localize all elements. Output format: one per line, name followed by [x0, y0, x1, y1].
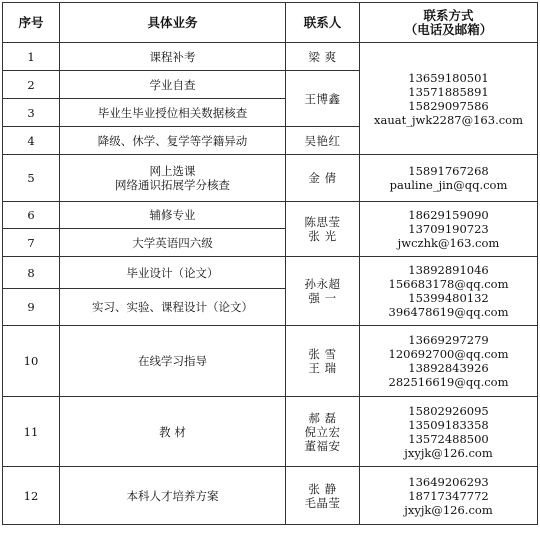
row-no: 10 [3, 326, 60, 397]
row-no: 2 [3, 71, 60, 99]
row-business: 学业自查 [60, 71, 286, 99]
row-person: 吴艳红 [286, 127, 360, 155]
row-business: 网上选课 网络通识拓展学分核查 [60, 155, 286, 202]
row-no: 9 [3, 289, 60, 326]
row-person: 王博鑫 [286, 71, 360, 127]
row-business: 降级、休学、复学等学籍异动 [60, 127, 286, 155]
row-person: 孙永超 强 一 [286, 257, 360, 326]
header-person: 联系人 [286, 3, 360, 43]
row-business: 本科人才培养方案 [60, 467, 286, 525]
header-no: 序号 [3, 3, 60, 43]
row-contact: 18629159090 13709190723 jwczhk@163.com [360, 202, 538, 257]
row-business: 教 材 [60, 397, 286, 467]
row-contact: 13669297279 120692700@qq.com 13892843926 282516619@qq.com [360, 326, 538, 397]
row-no: 6 [3, 202, 60, 229]
table-row [3, 397, 538, 467]
row-no: 8 [3, 257, 60, 289]
table-header-row [3, 3, 538, 43]
table-row [3, 467, 538, 525]
row-no: 3 [3, 99, 60, 127]
row-no: 4 [3, 127, 60, 155]
table-row [3, 257, 538, 289]
row-contact: 15891767268 pauline_jin@qq.com [360, 155, 538, 202]
row-business: 大学英语四六级 [60, 229, 286, 257]
row-business: 实习、实验、课程设计（论文） [60, 289, 286, 326]
row-no: 7 [3, 229, 60, 257]
row-no: 12 [3, 467, 60, 525]
row-person: 梁 爽 [286, 43, 360, 71]
row-person: 金 倩 [286, 155, 360, 202]
row-business: 在线学习指导 [60, 326, 286, 397]
row-business: 课程补考 [60, 43, 286, 71]
row-contact: 13659180501 13571885891 15829097586 xauat_jwk2287@163.com [360, 43, 538, 155]
row-business: 毕业设计（论文） [60, 257, 286, 289]
table-row [3, 155, 538, 202]
row-business: 辅修专业 [60, 202, 286, 229]
header-contact: 联系方式 （电话及邮箱） [360, 3, 538, 43]
row-contact: 15802926095 13509183358 13572488500 jxyjk@126.com [360, 397, 538, 467]
row-no: 1 [3, 43, 60, 71]
contact-table [2, 2, 538, 525]
row-no: 11 [3, 397, 60, 467]
row-contact: 13649206293 18717347772 jxyjk@126.com [360, 467, 538, 525]
table-row [3, 326, 538, 397]
row-person: 张 雪 王 瑞 [286, 326, 360, 397]
row-no: 5 [3, 155, 60, 202]
row-person: 陈思莹 张 光 [286, 202, 360, 257]
row-contact: 13892891046 156683178@qq.com 15399480132 396478619@qq.com [360, 257, 538, 326]
row-business: 毕业生毕业授位相关数据核查 [60, 99, 286, 127]
row-person: 郝 磊 倪立宏 董福安 [286, 397, 360, 467]
table-row [3, 202, 538, 229]
table-row [3, 43, 538, 71]
row-person: 张 静 毛晶莹 [286, 467, 360, 525]
header-business: 具体业务 [60, 3, 286, 43]
